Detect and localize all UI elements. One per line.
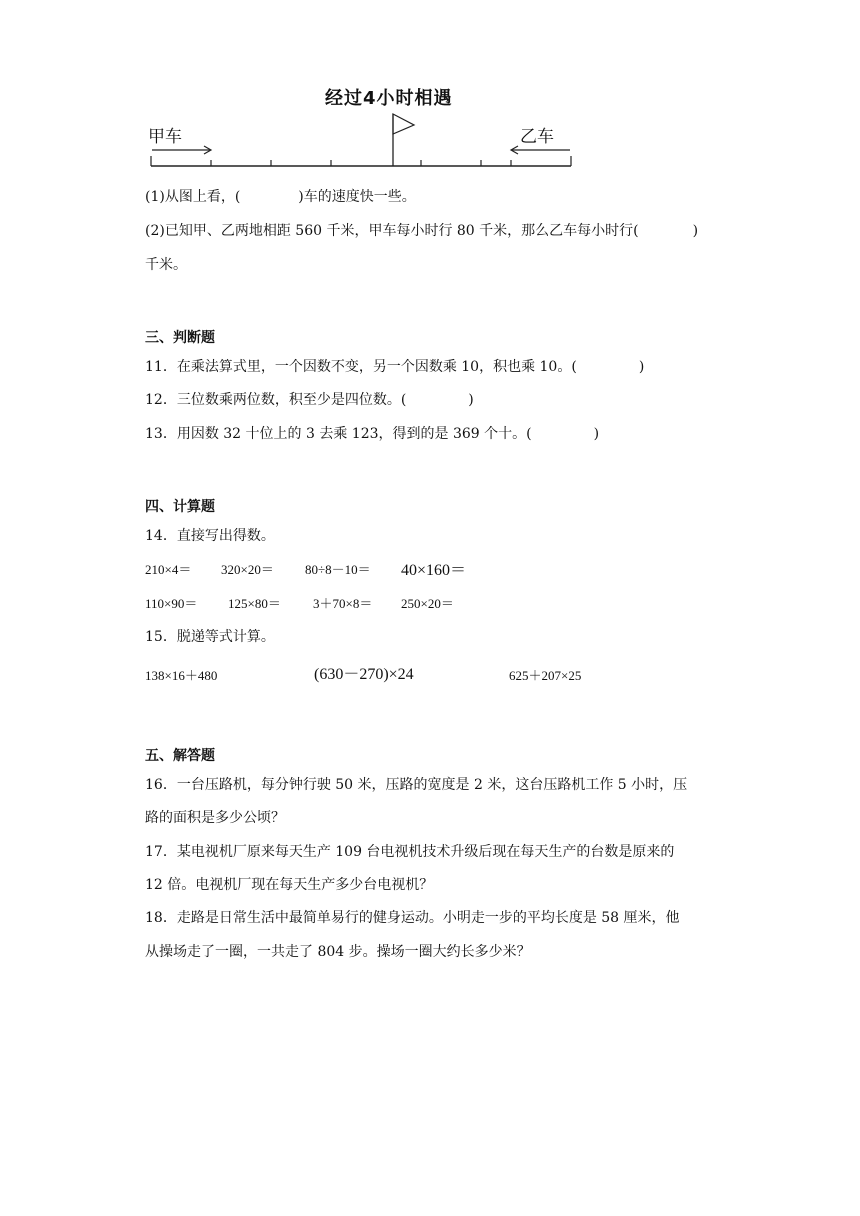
- q18-line2: 从操场走了一圈，一共走了 804 步。操场一圈大约长多少米？: [145, 944, 531, 960]
- q10-sub2-unit: 千米。: [145, 257, 187, 273]
- section5-title: 五、解答题: [145, 748, 215, 764]
- expr-item: 138×16＋480: [145, 668, 218, 683]
- expr-item: 625＋207×25: [509, 668, 582, 683]
- q10-sub1: (1)从图上看，( )车的速度快一些。: [145, 189, 416, 205]
- q17-line2: 12 倍。电视机厂现在每天生产多少台电视机？: [145, 877, 434, 893]
- calc-item: 320×20＝: [221, 562, 274, 577]
- q10-sub2: (2)已知甲、乙两地相距 560 千米，甲车每小时行 80 千米，那么乙车每小时行( ): [145, 223, 699, 239]
- expr-item: (630－270)×24: [314, 666, 414, 683]
- calc-item: 110×90＝: [145, 596, 198, 611]
- calc-item: 210×4＝: [145, 562, 192, 577]
- q13: 13．用因数 32 十位上的 3 去乘 123，得到的是 369 个十。( ): [145, 426, 600, 442]
- q16-line2: 路的面积是多少公顷？: [145, 810, 285, 826]
- car-a-label: 甲车: [148, 127, 182, 147]
- calc-item: 250×20＝: [401, 596, 454, 611]
- diagram-title: 经过4小时相遇: [325, 88, 453, 109]
- section3-title: 三、判断题: [145, 330, 215, 346]
- calc-item: 3＋70×8＝: [313, 596, 373, 611]
- q16-line1: 16．一台压路机，每分钟行驶 50 米，压路的宽度是 2 米，这台压路机工作 5 小时，压: [145, 777, 688, 793]
- distance-ticks: [151, 156, 571, 166]
- calc-item: 80÷8－10＝: [305, 562, 371, 577]
- calc-item: 125×80＝: [228, 596, 281, 611]
- q14: 14．直接写出得数。: [145, 528, 275, 544]
- flag-icon: [393, 114, 414, 134]
- q17-line1: 17．某电视机厂原来每天生产 109 台电视机技术升级后现在每天生产的台数是原来的: [145, 844, 675, 860]
- q18-line1: 18．走路是日常生活中最简单易行的健身运动。小明走一步的平均长度是 58 厘米，他: [145, 910, 680, 926]
- calc-item: 40×160＝: [401, 562, 467, 579]
- q12: 12．三位数乘两位数，积至少是四位数。( ): [145, 392, 474, 408]
- section4-title: 四、计算题: [145, 499, 215, 515]
- car-b-label: 乙车: [520, 127, 554, 147]
- q11: 11．在乘法算式里，一个因数不变，另一个因数乘 10，积也乘 10。( ): [145, 359, 645, 375]
- distance-line-svg: [140, 108, 580, 174]
- q15: 15．脱递等式计算。: [145, 629, 275, 645]
